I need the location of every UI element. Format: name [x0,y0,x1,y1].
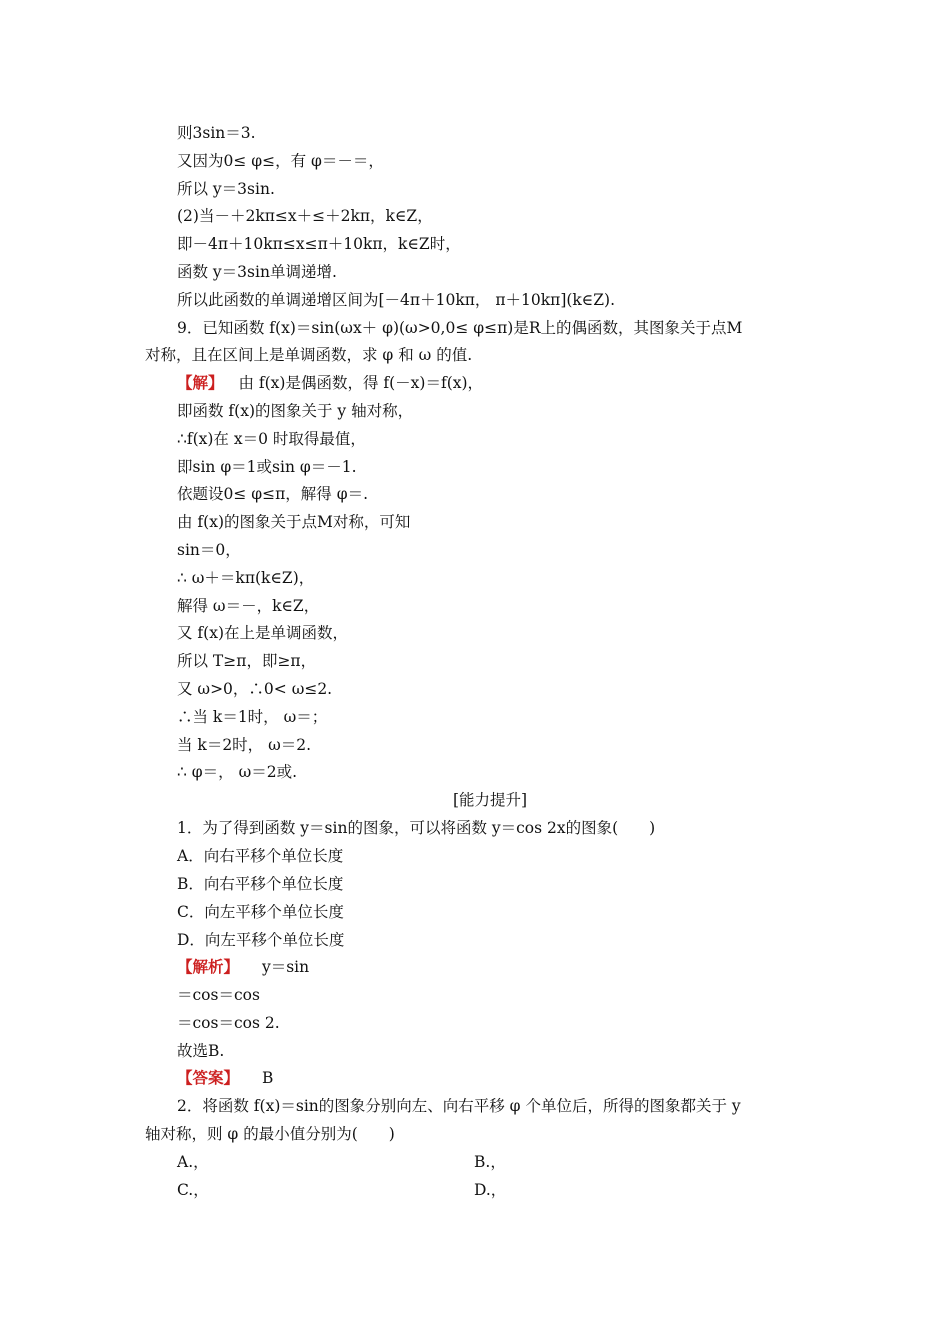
analysis-line [177,957,309,977]
text-line: 即sin φ＝1或sin φ＝－1. [177,458,357,476]
option-b: B.， [474,1153,506,1171]
option-c: C.， [177,1181,209,1199]
text-line: (2)当－＋2kπ≤x＋≤＋2kπ，k∈Z， [177,207,433,225]
option-a: A．向右平移个单位长度 [177,847,344,865]
text-line: 对称，且在区间上是单调函数，求 φ 和 ω 的值. [145,346,473,364]
text-line: 故选B. [177,1042,225,1060]
text-line: ∴f(x)在 x＝0 时取得最值， [177,430,366,448]
text-line: 解得 ω＝－，k∈Z， [177,597,320,615]
answer-line [177,1068,273,1088]
text-segment: y＝sin [261,958,310,976]
text-line: ＝cos＝cos [177,986,260,1004]
text-line: 即函数 f(x)的图象关于 y 轴对称， [177,402,414,420]
text-line: 依题设0≤ φ≤π，解得 φ＝. [177,485,369,503]
text-line: 由 f(x)的图象关于点M对称，可知 [177,513,411,531]
option-a: A.， [177,1153,209,1171]
text-line: 所以 T≥π，即≥π， [177,652,317,670]
text-line: ＝cos＝cos 2. [177,1014,280,1032]
section-heading: [能力提升] [452,791,528,809]
solution-line [177,373,483,393]
option-d: D.， [474,1181,507,1199]
text-line: 当 k＝2时， ω＝2. [177,736,312,754]
text-segment: 由 f(x)是偶函数，得 f(－x)＝f(x)， [238,374,484,392]
answer-tag: 【答案】 [177,1068,240,1087]
option-d: D．向左平移个单位长度 [177,931,345,949]
question-9: 9．已知函数 f(x)＝sin(ωx＋ φ)(ω>0,0≤ φ≤π)是R上的偶函数，其图象关于点M [177,319,743,337]
text-line: 轴对称，则 φ 的最小值分别为( ) [145,1125,395,1143]
text-line: ∴当 k＝1时， ω＝； [177,708,328,726]
question-1: 1．为了得到函数 y＝sin的图象，可以将函数 y＝cos 2x的图象( ) [177,819,656,837]
text-line: 即－4π＋10kπ≤x≤π＋10kπ，k∈Z时， [177,235,461,253]
text-line: sin＝0， [177,541,241,559]
question-2: 2．将函数 f(x)＝sin的图象分别向左、向右平移 φ 个单位后，所得的图象都关于 y [177,1097,741,1115]
text-line: 又因为0≤ φ≤，有 φ＝－＝， [177,152,384,170]
text-line: 所以 y＝3sin. [177,180,275,198]
text-line: 则3sin＝3. [177,124,256,142]
text-line: ∴ ω＋＝kπ(k∈Z)， [177,569,315,587]
option-b: B．向右平移个单位长度 [177,875,344,893]
solution-tag: 【解】 [177,373,224,392]
answer-value: B [261,1069,274,1087]
text-line: 函数 y＝3sin单调递增. [177,263,337,281]
analysis-tag: 【解析】 [177,957,240,976]
text-line: 所以此函数的单调递增区间为[－4π＋10kπ， π＋10kπ](k∈Z). [177,291,616,309]
option-c: C．向左平移个单位长度 [177,903,344,921]
text-line: ∴ φ＝， ω＝2或. [177,763,297,781]
text-line: 又 ω>0，∴0< ω≤2. [177,680,333,698]
text-line: 又 f(x)在上是单调函数， [177,624,349,642]
